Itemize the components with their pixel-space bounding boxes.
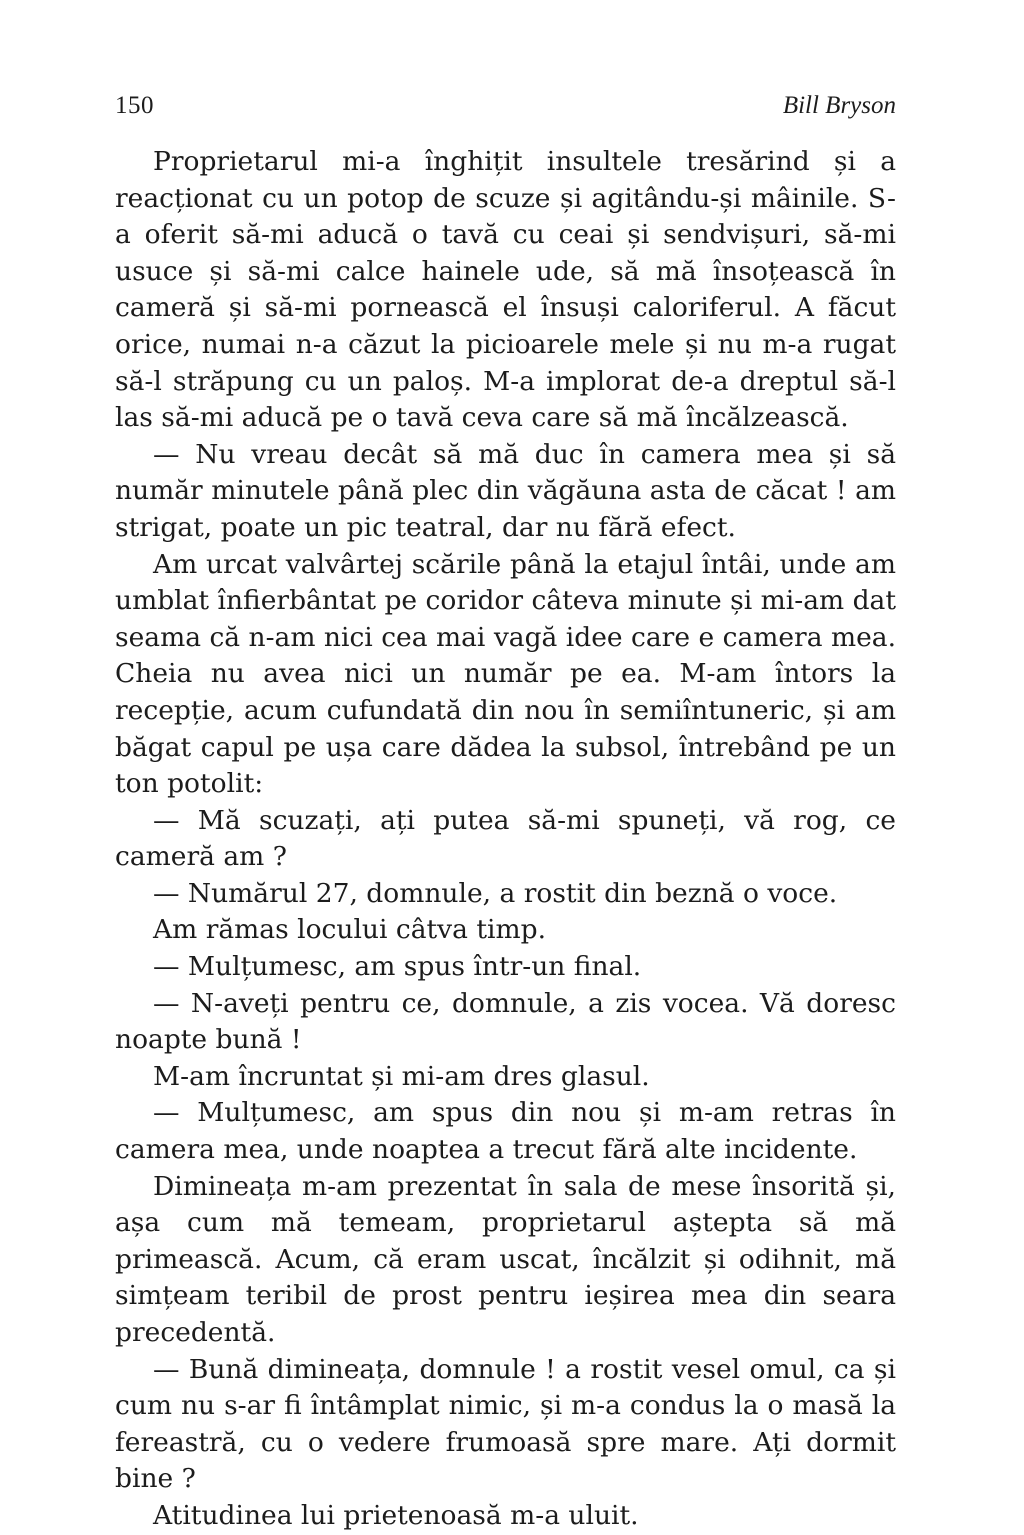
dialogue-paragraph: — Nu vreau decât să mă duc în camera mea și să număr minutele până plec din văgăuna asta de căcat ! am strigat, poate un pic teatral, dar nu fără efect. — [115, 438, 896, 543]
paragraph: Am rămas locului câtva timp. — [153, 914, 547, 946]
paragraph: Dimineața m-am prezentat în sala de mese însorită și, așa cum mă temeam, proprietarul aștepta să mă primească. Acum, că eram uscat, încălzit și odihnit, mă simțeam teribil de prost pentru ieșirea mea din seara precedentă. — [115, 1170, 896, 1348]
paragraph: Atitudinea lui prietenoasă m-a uluit. — [153, 1499, 639, 1531]
dialogue-paragraph: — N-aveți pentru ce, domnule, a zis vocea. Vă doresc noapte bună ! — [115, 987, 896, 1056]
dialogue-paragraph: — Mă scuzați, ați putea să-mi spuneți, vă rog, ce cameră am ? — [115, 804, 896, 873]
paragraph: M-am încruntat și mi-am dres glasul. — [153, 1060, 650, 1092]
paragraph: Am urcat valvârtej scările până la etajul întâi, unde am umblat înfierbântat pe coridor câteva minute și mi-am dat seama că n-am nici cea mai vagă idee care e camera mea. Cheia nu avea nici un număr pe ea. M-am întors la recepție, acum cufundată din nou în semiîntuneric, și am băgat capul pe ușa care dădea la subsol, întrebând pe un ton potolit: — [115, 548, 896, 800]
paragraph: Proprietarul mi-a înghițit insultele tresărind și a reacționat cu un potop de scuze și agitându-și mâinile. S-a oferit să-mi aducă o tavă cu ceai și sendvișuri, să-mi usuce și să-mi calce hainele ude, să mă însoțească în cameră și să-mi pornească el însuși caloriferul. A făcut orice, numai n-a căzut la picioarele mele și nu m-a rugat să-l străpung cu un paloș. M-a implorat de-a dreptul să-l las să-mi aducă pe o tavă ceva care să mă încălzească. — [115, 146, 896, 434]
dialogue-paragraph: — Bună dimineața, domnule ! a rostit vesel omul, ca și cum nu s-ar fi întâmplat nimic, și m-a condus la o masă la fereastră, cu o vedere frumoasă spre mare. Ați dormit bine ? — [115, 1353, 896, 1495]
body-text — [115, 144, 896, 1535]
page-number: 150 — [115, 92, 154, 119]
running-head-author: Bill Bryson — [782, 92, 896, 119]
dialogue-paragraph: — Numărul 27, domnule, a rostit din beznă o voce. — [153, 877, 838, 909]
dialogue-paragraph: — Mulțumesc, am spus într-un final. — [153, 951, 642, 983]
running-head — [115, 92, 896, 128]
dialogue-paragraph: — Mulțumesc, am spus din nou și m-am retras în camera mea, unde noaptea a trecut fără alte incidente. — [115, 1097, 896, 1166]
